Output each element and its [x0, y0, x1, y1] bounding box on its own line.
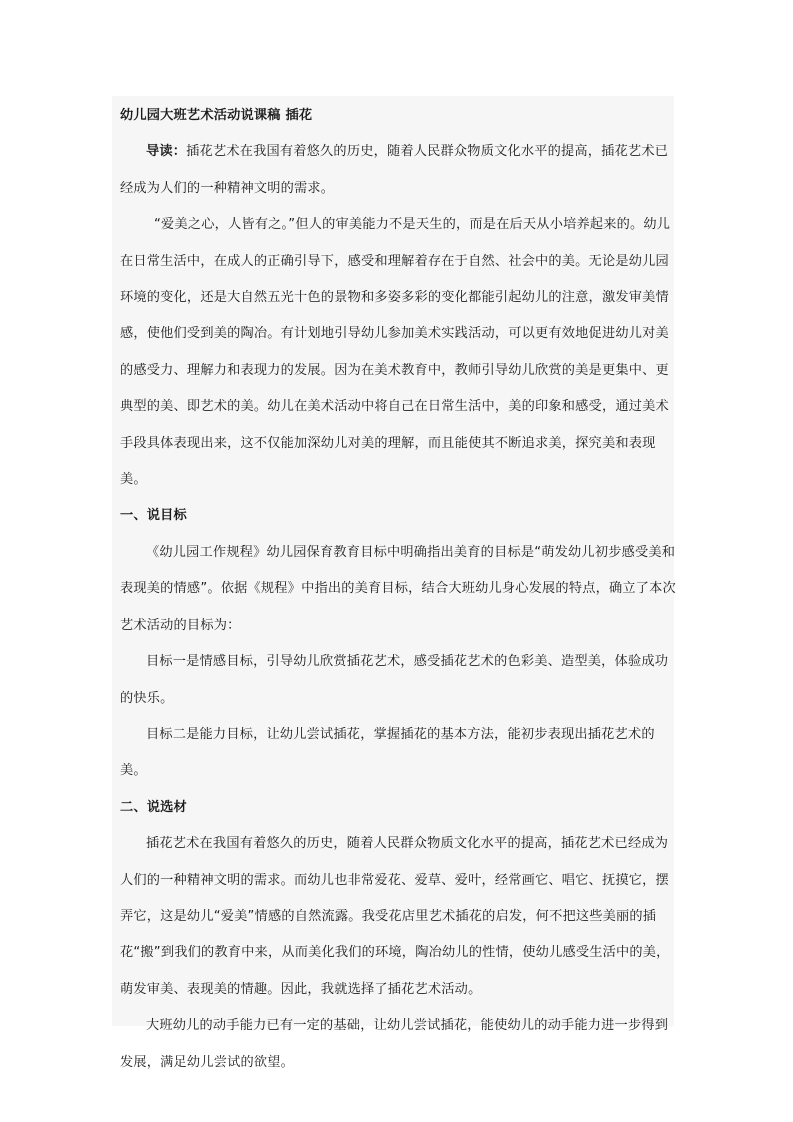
section-heading-materials: 二、说选材 [120, 799, 187, 815]
intro-lead: 导读： [146, 144, 187, 160]
intro-paragraph [120, 134, 676, 207]
section-heading-goals: 一、说目标 [120, 508, 187, 524]
paragraph-goal-one: 目标一是情感目标，引导幼儿欣赏插花艺术，感受插花艺术的色彩美、造型美，体验成功的快乐。 [120, 654, 669, 706]
paragraph-aesthetic: “爱美之心，人皆有之。”但人的审美能力不是天生的，而是在后天从小培养起来的。幼儿在日常生活中，在成人的正确引导下，感受和理解着存在于自然、社会中的美。无论是幼儿园环境的变化，还是大自然五光十色的景物和多姿多彩的变化都能引起幼儿的注意，激发审美情感，使他们受到美的陶冶。有计划地引导幼儿参加美术实践活动，可以更有效地促进幼儿对美的感受力、理解力和表现力的发展。因为在美术教育中，教师引导幼儿欣赏的美是更集中、更典型的美、即艺术的美。幼儿在美术活动中将自己在日常生活中，美的印象和感受，通过美术手段具体表现出来，这不仅能加深幼儿对美的理解，而且能使其不断追求美，探究美和表现美。 [120, 217, 671, 488]
paragraph-materials-intro: 插花艺术在我国有着悠久的历史，随着人民群众物质文化水平的提高，插花艺术已经成为人们的一种精神文明的需求。而幼儿也非常爱花、爱草、爱叶，经常画它、唱它、抚摸它，摆弄它，这是幼儿“爱美”情感的自然流露。我受花店里艺术插花的启发，何不把这些美丽的插花“搬”到我们的教育中来，从而美化我们的环境，陶冶幼儿的性情，使幼儿感受生活中的美，萌发审美、表现美的情趣。因此，我就选择了插花艺术活动。 [120, 836, 670, 997]
document-title: 幼儿园大班艺术活动说课稿 插花 [120, 108, 313, 123]
paragraph-goals-intro: 《幼儿园工作规程》幼儿园保育教育目标中明确指出美育的目标是“萌发幼儿初步感受美和表现美的情感”。依据《规程》中指出的美育目标，结合大班幼儿身心发展的特点，确立了本次艺术活动的目标为： [120, 544, 676, 633]
paragraph-materials-ability: 大班幼儿的动手能力已有一定的基础，让幼儿尝试插花，能使幼儿的动手能力进一步得到发展，满足幼儿尝试的欲望。 [120, 1018, 669, 1070]
document-body [120, 98, 676, 1081]
paragraph-goal-two: 目标二是能力目标，让幼儿尝试插花，掌握插花的基本方法，能初步表现出插花艺术的美。 [120, 726, 655, 779]
intro-text: 插花艺术在我国有着悠久的历史，随着人民群众物质文化水平的提高，插花艺术已经成为人们的一种精神文明的需求。 [120, 144, 669, 196]
